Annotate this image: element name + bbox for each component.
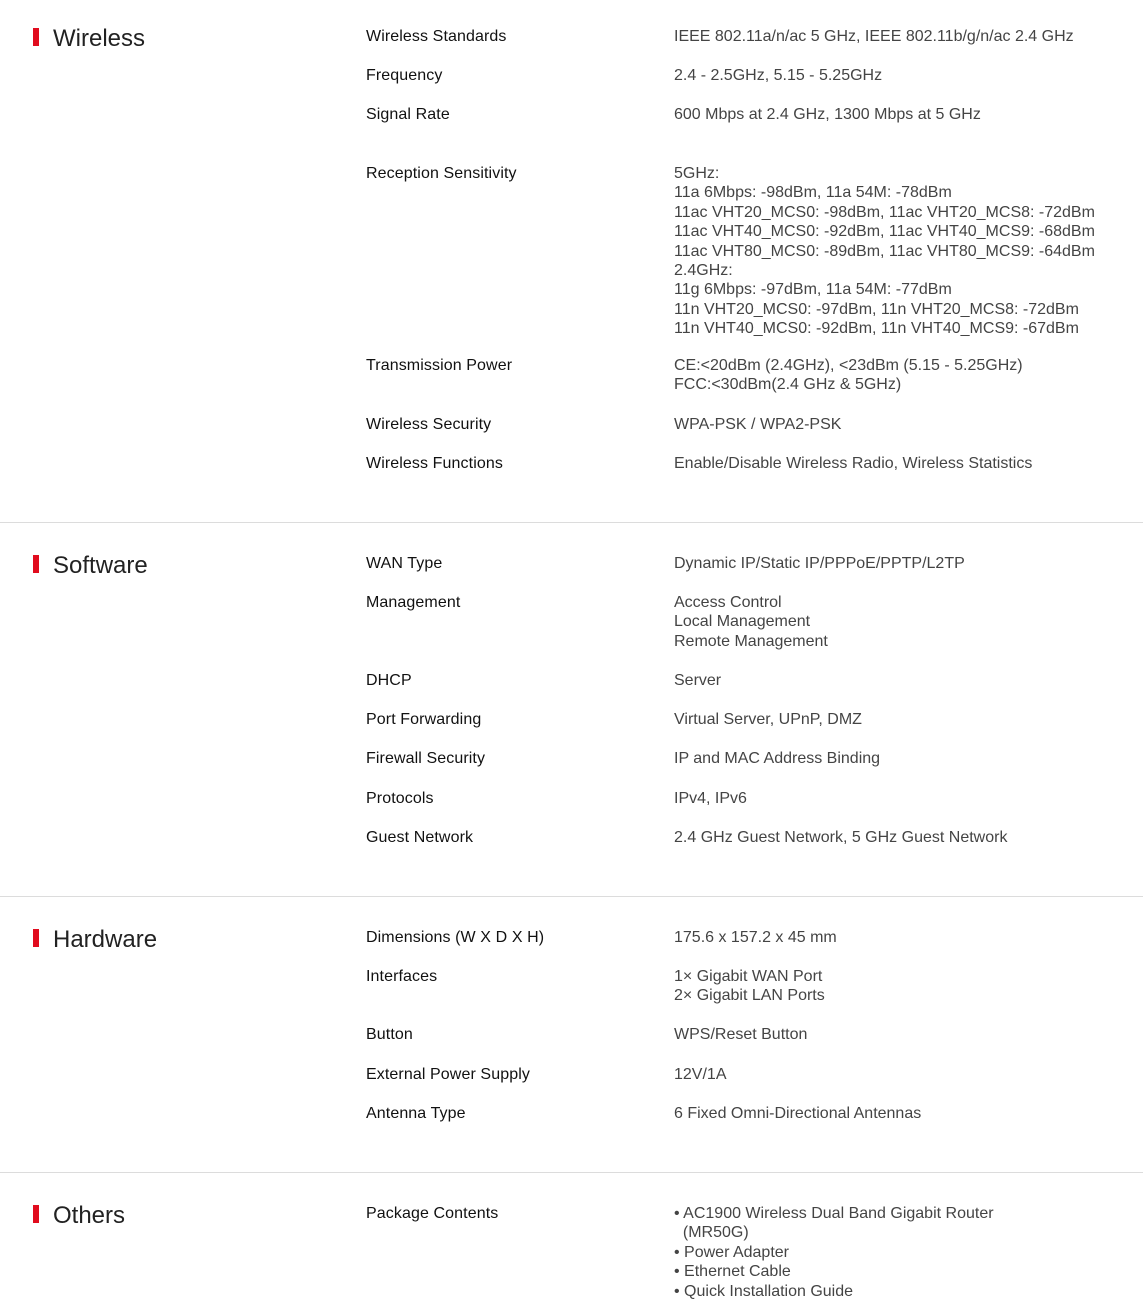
spec-value (674, 828, 1134, 847)
spec-label: Protocols (366, 790, 434, 807)
spec-value-line: 5GHz: (674, 165, 720, 182)
package-item: • Ethernet Cable (674, 1263, 791, 1281)
spec-value (674, 27, 1134, 46)
package-item: • Power Adapter (674, 1243, 789, 1261)
spec-value-line: 11ac VHT40_MCS0: -92dBm, 11ac VHT40_MCS9: -68dBm (674, 223, 1095, 241)
spec-value (674, 928, 1134, 947)
spec-value (674, 554, 1134, 573)
spec-value-line: 6 Fixed Omni-Directional Antennas (674, 1105, 922, 1122)
spec-value (674, 454, 1134, 473)
spec-label: DHCP (366, 672, 412, 689)
spec-value-line: 11a 6Mbps: -98dBm, 11a 54M: -78dBm (674, 184, 952, 202)
spec-value-line: Enable/Disable Wireless Radio, Wireless Statistics (674, 455, 1033, 472)
spec-value-line: 11ac VHT80_MCS0: -89dBm, 11ac VHT80_MCS9: -64dBm (674, 242, 1095, 260)
spec-value (674, 671, 1134, 690)
spec-label: Port Forwarding (366, 711, 482, 728)
spec-label: Package Contents (366, 1205, 499, 1222)
spec-label: External Power Supply (366, 1066, 530, 1083)
spec-label: Frequency (366, 67, 443, 84)
spec-value-line: Remote Management (674, 632, 828, 650)
spec-value-line: Access Control (674, 594, 782, 611)
spec-label: Dimensions (W X D X H) (366, 929, 545, 946)
spec-value (674, 1204, 1134, 1301)
spec-label: Wireless Functions (366, 455, 503, 472)
spec-value-line: Virtual Server, UPnP, DMZ (674, 711, 862, 728)
spec-value (674, 356, 1134, 395)
spec-label: Signal Rate (366, 106, 450, 123)
section-divider (0, 896, 1143, 897)
spec-value-line: 2.4 GHz Guest Network, 5 GHz Guest Network (674, 829, 1008, 846)
spec-value-line: IEEE 802.11a/n/ac 5 GHz, IEEE 802.11b/g/n/ac 2.4 GHz (674, 28, 1074, 45)
accent-bar (33, 929, 39, 947)
accent-bar (33, 555, 39, 573)
spec-value-line: 11g 6Mbps: -97dBm, 11a 54M: -77dBm (674, 281, 952, 299)
spec-value-line: 175.6 x 157.2 x 45 mm (674, 929, 837, 946)
spec-value (674, 710, 1134, 729)
spec-value (674, 593, 1134, 651)
spec-value-line: IPv4, IPv6 (674, 790, 747, 807)
spec-value-line: 2.4GHz: (674, 262, 733, 280)
spec-value-line: 2× Gigabit LAN Ports (674, 987, 825, 1005)
package-item: • AC1900 Wireless Dual Band Gigabit Router (674, 1205, 994, 1222)
spec-value (674, 789, 1134, 808)
spec-value-line: Server (674, 672, 722, 689)
spec-value (674, 1065, 1134, 1084)
spec-value (674, 164, 1134, 339)
spec-label: Guest Network (366, 829, 474, 846)
spec-label: Reception Sensitivity (366, 165, 517, 182)
spec-value (674, 1104, 1134, 1123)
spec-label: Wireless Standards (366, 28, 507, 45)
spec-value-line: FCC:<30dBm(2.4 GHz & 5GHz) (674, 376, 902, 394)
spec-value (674, 967, 1134, 1006)
section-title-others: Others (33, 1202, 125, 1230)
spec-value-line: 11n VHT40_MCS0: -92dBm, 11n VHT40_MCS9: -67dBm (674, 320, 1079, 338)
section-title-wireless: Wireless (33, 25, 145, 53)
spec-label: WAN Type (366, 555, 443, 572)
spec-label: Management (366, 594, 461, 611)
spec-value (674, 749, 1134, 768)
accent-bar (33, 1205, 39, 1223)
spec-value-line: WPA-PSK / WPA2-PSK (674, 416, 842, 433)
spec-value-line: CE:<20dBm (2.4GHz), <23dBm (5.15 - 5.25GHz) (674, 357, 1023, 374)
spec-value (674, 1025, 1134, 1044)
spec-label: Firewall Security (366, 750, 486, 767)
spec-value (674, 66, 1134, 85)
accent-bar (33, 28, 39, 46)
spec-value-line: 600 Mbps at 2.4 GHz, 1300 Mbps at 5 GHz (674, 106, 981, 123)
spec-label: Button (366, 1026, 413, 1043)
spec-label: Transmission Power (366, 357, 513, 374)
package-item-continuation: (MR50G) (674, 1224, 749, 1242)
package-item: • Quick Installation Guide (674, 1282, 854, 1300)
spec-value-line: WPS/Reset Button (674, 1026, 808, 1043)
spec-label: Wireless Security (366, 416, 492, 433)
spec-value (674, 105, 1134, 124)
section-title-hardware: Hardware (33, 926, 157, 954)
spec-value-line: IP and MAC Address Binding (674, 750, 881, 767)
spec-value-line: 11n VHT20_MCS0: -97dBm, 11n VHT20_MCS8: -72dBm (674, 300, 1079, 318)
spec-value-line: Dynamic IP/Static IP/PPPoE/PPTP/L2TP (674, 555, 965, 572)
spec-value-line: Local Management (674, 613, 811, 631)
spec-value-line: 11ac VHT20_MCS0: -98dBm, 11ac VHT20_MCS8: -72dBm (674, 203, 1095, 221)
spec-value-line: 1× Gigabit WAN Port (674, 968, 823, 985)
spec-value-line: 12V/1A (674, 1066, 727, 1083)
section-divider (0, 1172, 1143, 1173)
spec-label: Antenna Type (366, 1105, 466, 1122)
spec-value-line: 2.4 - 2.5GHz, 5.15 - 5.25GHz (674, 67, 883, 84)
spec-value (674, 415, 1134, 434)
section-title-software: Software (33, 552, 148, 580)
section-divider (0, 522, 1143, 523)
spec-label: Interfaces (366, 968, 438, 985)
